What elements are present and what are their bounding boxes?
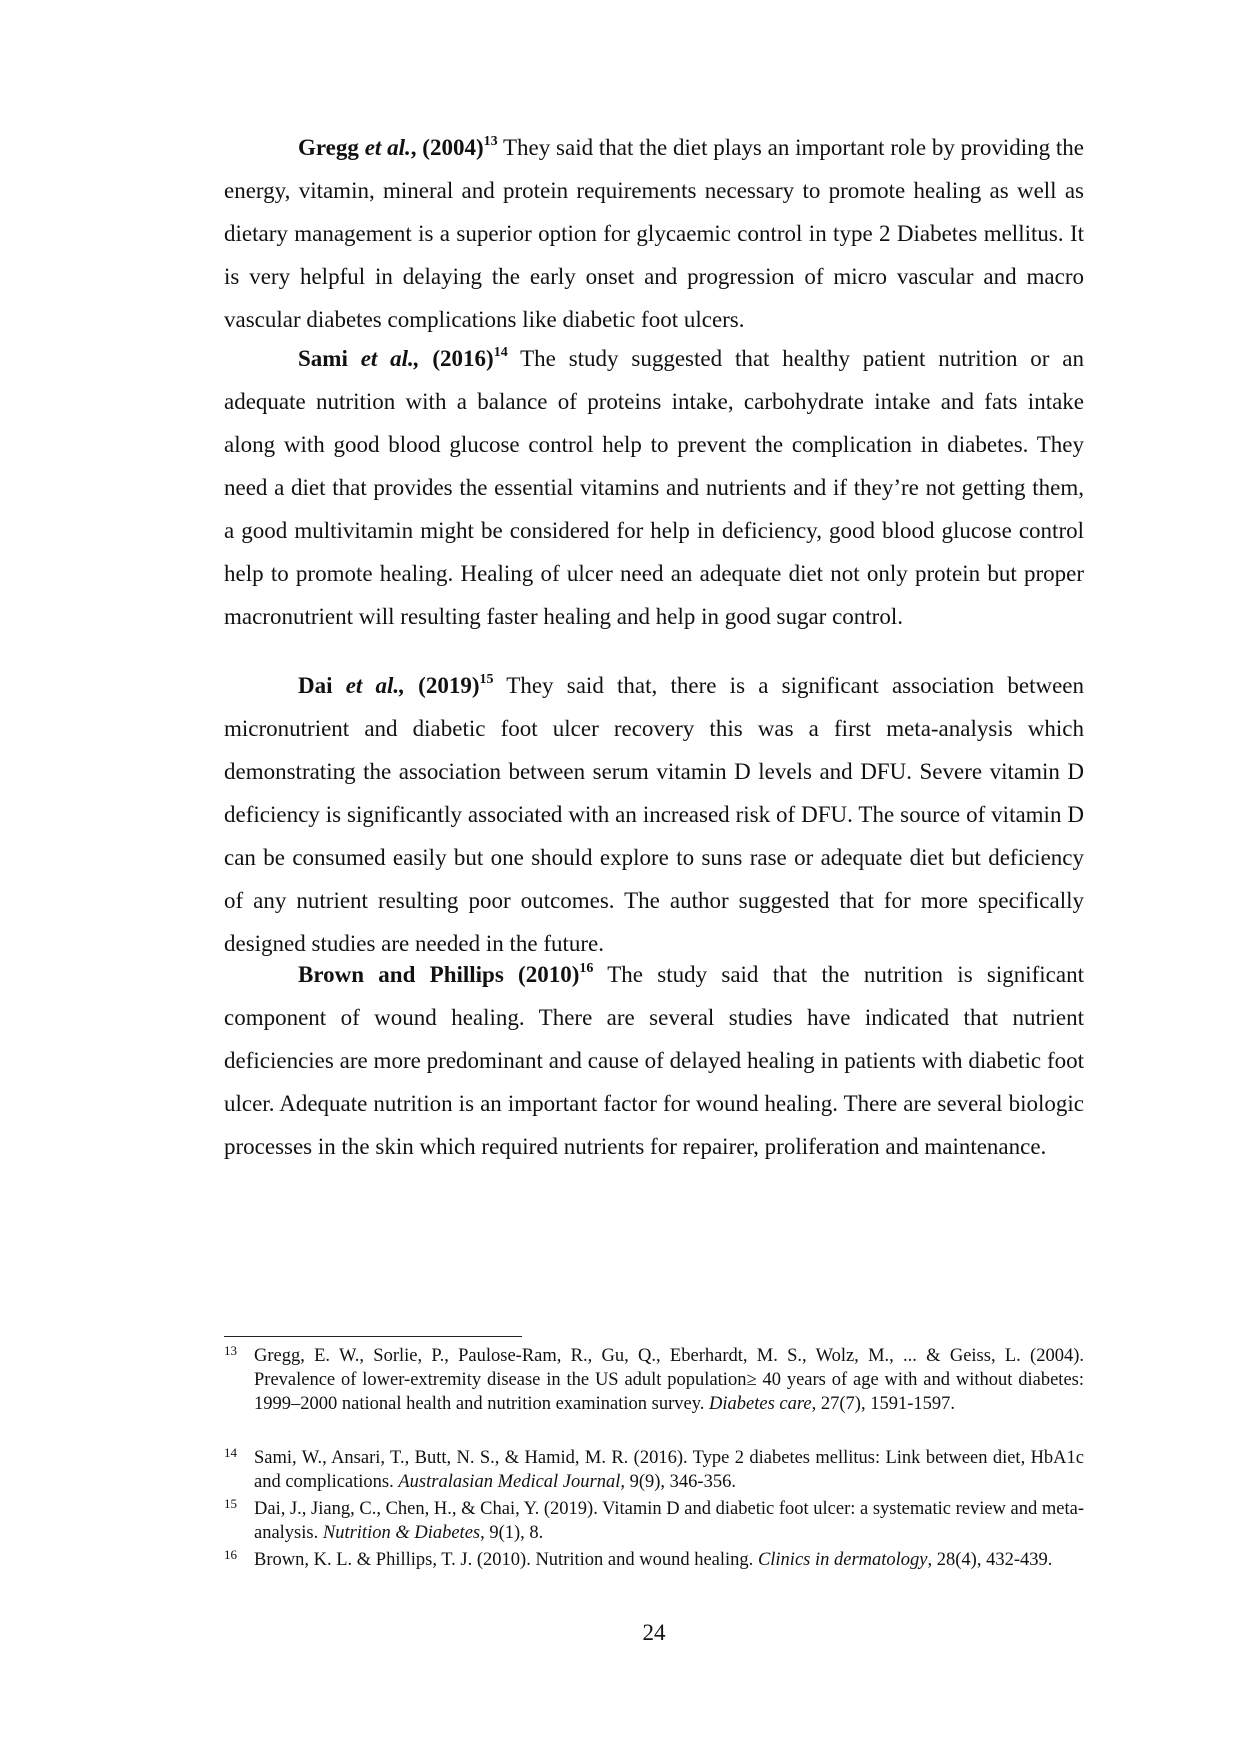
footnote-journal: Nutrition & Diabetes [322,1523,481,1543]
footnote-text: Gregg, E. W., Sorlie, P., Paulose-Ram, R., Gu, Q., Eberhardt, M. S., Wolz, M., ... & Geiss, L. (2004). Prevalence of lower-extremity disease in the US adult population≥ 40 years of age with and without diabetes: 1999–2000 national health and nutrition examination survey. [254,1346,1084,1414]
paragraph-brown-phillips [224,953,1084,1168]
footnote-ref: 13 [483,134,498,149]
footnote-tail: , 9(1), 8. [480,1523,544,1543]
footnote-journal: Australasian Medical Journal [398,1472,621,1492]
footnote-ref: 16 [579,961,594,976]
footnote-separator [224,1336,522,1337]
footnote-tail: , 28(4), 432-439. [927,1550,1053,1570]
citation-author: Sami [298,346,348,371]
citation-etal: et al., [345,673,405,698]
footnote-text: Brown, K. L. & Phillips, T. J. (2010). Nutrition and wound healing. [254,1550,754,1570]
page-number: 24 [642,1620,666,1645]
paragraph-gregg [224,126,1084,341]
footnote-text: Sami, W., Ansari, T., Butt, N. S., & Hamid, M. R. (2016). Type 2 diabetes mellitus: Link between diet, HbA1c and complications. [254,1448,1084,1492]
citation-year: (2016) [432,346,494,371]
footnote-tail: , 9(9), 346-356. [620,1472,736,1492]
footnote-number: 15 [224,1496,237,1511]
citation-author: Brown and Phillips (2010) [298,962,580,987]
citation-etal: et al. [364,135,411,160]
footnote-ref: 15 [479,672,494,687]
paragraph-text: They said that, there is a significant association between micronutrient and diabetic foot ulcer recovery this was a first meta-analysis which demonstrating the association between serum vitamin D levels and DFU. Severe vitamin D deficiency is significantly associated with an increased risk of DFU. The source of vitamin D can be consumed easily but one should explore to suns rase or adequate diet but deficiency of any nutrient resulting poor outcomes. The author suggested that for more specifically designed studies are needed in the future. [224,673,1084,956]
paragraph-text: They said that the diet plays an important role by providing the energy, vitamin, mineral and protein requirements necessary to promote healing as well as dietary management is a superior option for glycaemic control in type 2 Diabetes mellitus. It is very helpful in delaying the early onset and progression of micro vascular and macro vascular diabetes complications like diabetic foot ulcers. [224,135,1085,332]
citation-separator: , [410,135,417,160]
footnote-journal: Diabetes care [709,1394,812,1414]
footnote-journal: Clinics in dermatology [757,1550,928,1570]
footnote-16 [224,1548,1084,1572]
citation-author: Gregg [298,135,359,160]
footnote-number: 16 [224,1547,237,1562]
footnote-14 [224,1446,1084,1494]
paragraph-dai [224,664,1084,965]
footnote-15 [224,1497,1084,1545]
citation-year: (2019) [418,673,480,698]
footnote-text: Dai, J., Jiang, C., Chen, H., & Chai, Y. (2019). Vitamin D and diabetic foot ulcer: a systematic review and meta-analysis. [254,1499,1084,1543]
paragraph-text: The study said that the nutrition is significant component of wound healing. There are several studies have indicated that nutrient deficiencies are more predominant and cause of delayed healing in patients with diabetic foot ulcer. Adequate nutrition is an important factor for wound healing. There are several biologic processes in the skin which required nutrients for repairer, proliferation and maintenance. [224,962,1084,1159]
paragraph-text: The study suggested that healthy patient nutrition or an adequate nutrition with a balance of proteins intake, carbohydrate intake and fats intake along with good blood glucose control help to prevent the complication in diabetes. They need a diet that provides the essential vitamins and nutrients and if they’re not getting them, a good multivitamin might be considered for help in deficiency, good blood glucose control help to promote healing. Healing of ulcer need an adequate diet not only protein but proper macronutrient will resulting faster healing and help in good sugar control. [224,346,1085,629]
footnote-number: 13 [224,1343,237,1358]
footnote-number: 14 [224,1445,237,1460]
citation-year: (2004) [422,135,484,160]
citation-author: Dai [298,673,333,698]
citation-etal: et al., [360,346,420,371]
footnote-13 [224,1344,1084,1416]
paragraph-sami [224,337,1084,638]
footnote-tail: , 27(7), 1591-1597. [811,1394,955,1414]
footnote-ref: 14 [493,345,508,360]
